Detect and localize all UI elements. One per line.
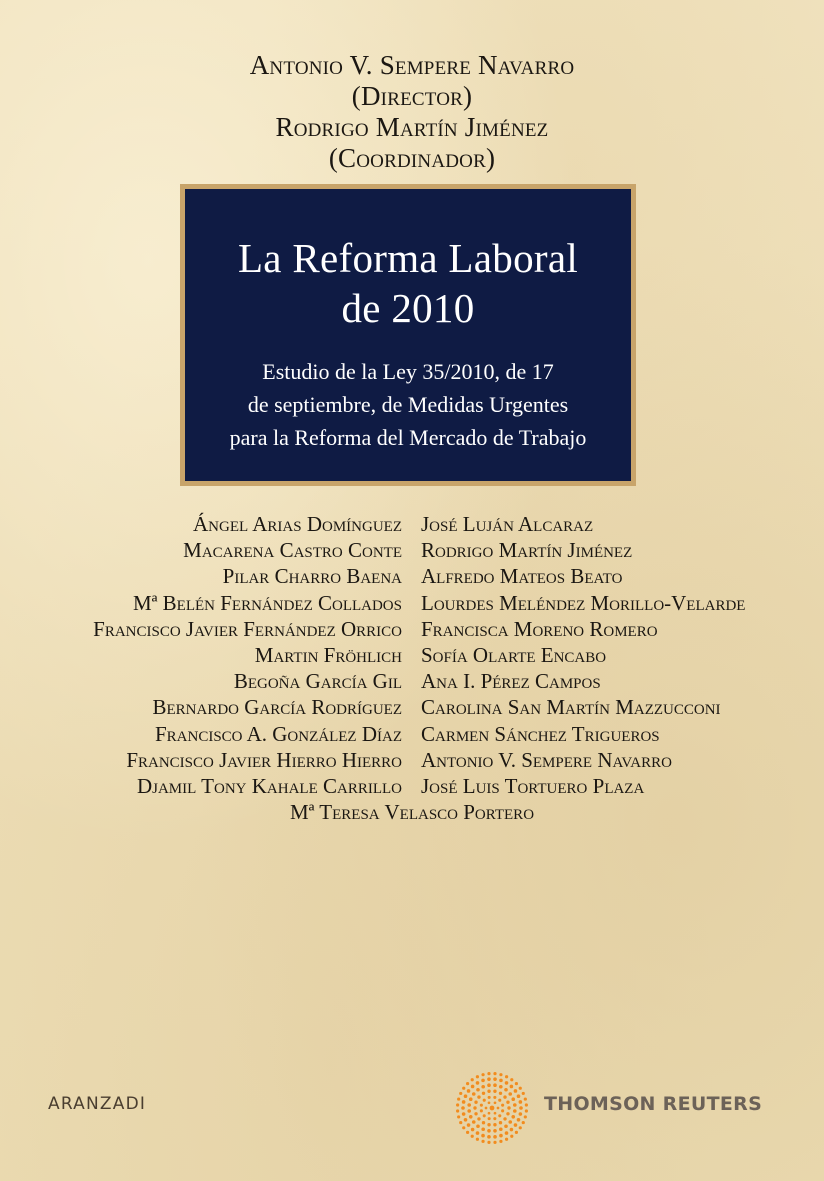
logo-dot bbox=[524, 1115, 527, 1118]
logo-dot bbox=[493, 1135, 497, 1139]
logo-dot bbox=[490, 1106, 495, 1111]
logo-dot bbox=[515, 1082, 518, 1085]
logo-dot bbox=[519, 1112, 523, 1116]
author-name: Francisca Moreno Romero bbox=[421, 616, 658, 641]
book-subtitle bbox=[185, 355, 631, 454]
logo-dot bbox=[488, 1112, 491, 1115]
logo-dot bbox=[493, 1141, 496, 1144]
logo-dot bbox=[493, 1077, 497, 1081]
logo-dot bbox=[493, 1083, 497, 1087]
logo-dot bbox=[477, 1095, 480, 1098]
logo-dot bbox=[506, 1100, 509, 1103]
logo-dot bbox=[510, 1135, 513, 1138]
logo-dot bbox=[462, 1126, 465, 1129]
author-name: Ángel Arias Domínguez bbox=[193, 512, 402, 536]
logo-dot bbox=[510, 1078, 513, 1081]
logo-dot bbox=[482, 1121, 485, 1124]
logo-dot bbox=[522, 1092, 525, 1095]
logo-dot bbox=[480, 1109, 483, 1112]
logo-dot bbox=[467, 1109, 471, 1113]
logo-dot bbox=[476, 1131, 480, 1135]
logo-dot bbox=[476, 1088, 480, 1092]
author-name: Macarena Castro Conte bbox=[183, 538, 402, 563]
coordinator-role: (Coordinador) bbox=[328, 143, 496, 173]
logo-dot bbox=[503, 1095, 506, 1098]
publisher-aranzadi: ARANZADI bbox=[48, 1094, 147, 1114]
logo-dot bbox=[519, 1087, 522, 1090]
logo-dot bbox=[511, 1097, 515, 1101]
logo-dot bbox=[498, 1114, 501, 1117]
logo-dot bbox=[480, 1104, 483, 1107]
logo-dot bbox=[467, 1089, 471, 1093]
logo-dot bbox=[482, 1092, 485, 1095]
logo-dot bbox=[483, 1114, 486, 1117]
logo-dot bbox=[499, 1092, 502, 1095]
logo-dot bbox=[519, 1126, 522, 1129]
publisher-thomson-reuters: THOMSON REUTERS bbox=[544, 1093, 763, 1115]
logo-dot bbox=[503, 1117, 506, 1120]
director-role: (Director) bbox=[351, 81, 473, 111]
logo-dot bbox=[510, 1085, 514, 1089]
logo-dot bbox=[493, 1123, 496, 1126]
logo-dot bbox=[481, 1134, 485, 1138]
logo-dot bbox=[471, 1135, 474, 1138]
logo-dot bbox=[513, 1103, 517, 1107]
logo-dot bbox=[473, 1106, 476, 1109]
logo-dot bbox=[476, 1081, 480, 1085]
logo-dot bbox=[481, 1073, 484, 1076]
logo-dot bbox=[493, 1129, 497, 1133]
author-name: Ana I. Pérez Campos bbox=[421, 669, 601, 694]
logo-dot bbox=[510, 1128, 514, 1132]
book-title-line-1: La Reforma Laboral bbox=[237, 235, 579, 281]
logo-dot bbox=[499, 1134, 503, 1138]
logo-dot bbox=[476, 1124, 480, 1128]
logo-dot bbox=[472, 1120, 476, 1124]
authors-left-column bbox=[0, 511, 402, 799]
author-name: Djamil Tony Kahale Carrillo bbox=[136, 774, 402, 799]
logo-dot bbox=[505, 1075, 508, 1078]
logo-dot bbox=[456, 1109, 459, 1112]
author-name: José Luján Alcaraz bbox=[421, 512, 594, 536]
logo-dot bbox=[462, 1087, 465, 1090]
logo-dot bbox=[485, 1107, 488, 1110]
logo-dot bbox=[499, 1085, 503, 1089]
author-name: Carmen Sánchez Trigueros bbox=[421, 721, 660, 746]
logo-dot bbox=[501, 1109, 504, 1112]
author-name: Martin Fröhlich bbox=[254, 643, 402, 668]
author-name: Lourdes Meléndez Morillo-Velarde bbox=[421, 590, 746, 615]
logo-dot bbox=[487, 1123, 490, 1126]
author-name: Alfredo Mateos Beato bbox=[421, 564, 623, 589]
logo-dot bbox=[493, 1096, 496, 1099]
logo-dot bbox=[457, 1097, 460, 1100]
logo-dot bbox=[476, 1075, 479, 1078]
logo-dot bbox=[462, 1100, 466, 1104]
logo-dot bbox=[483, 1099, 486, 1102]
author-name: Antonio V. Sempere Navarro bbox=[421, 747, 672, 772]
logo-dot bbox=[462, 1112, 466, 1116]
logo-dot bbox=[514, 1089, 518, 1093]
logo-dot bbox=[464, 1094, 468, 1098]
logo-dot bbox=[487, 1083, 491, 1087]
logo-dot bbox=[522, 1121, 525, 1124]
logo-dot bbox=[497, 1107, 500, 1110]
logo-dot bbox=[494, 1112, 497, 1115]
subtitle-line-1: Estudio de la Ley 35/2010, de 17 bbox=[262, 359, 554, 384]
logo-dot bbox=[506, 1112, 509, 1115]
logo-dot bbox=[474, 1112, 477, 1115]
logo-dot bbox=[499, 1073, 502, 1076]
logo-dot bbox=[481, 1079, 485, 1083]
logo-dot bbox=[464, 1118, 468, 1122]
logo-dot bbox=[517, 1094, 521, 1098]
author-name: Francisco Javier Hierro Hierro bbox=[126, 747, 402, 772]
author-name-last: Mª Teresa Velasco Portero bbox=[289, 800, 535, 824]
logo-dot bbox=[477, 1117, 480, 1120]
logo-dot bbox=[467, 1103, 471, 1107]
logo-dot bbox=[466, 1131, 469, 1134]
editors-header bbox=[0, 50, 824, 174]
logo-dot bbox=[504, 1088, 508, 1092]
logo-dot bbox=[488, 1096, 491, 1099]
title-panel bbox=[185, 189, 631, 481]
director-name: Antonio V. Sempere Navarro bbox=[249, 50, 575, 80]
logo-dot bbox=[488, 1101, 491, 1104]
logo-dot bbox=[472, 1092, 476, 1096]
logo-dot bbox=[487, 1135, 491, 1139]
author-name: Rodrigo Martín Jiménez bbox=[421, 538, 633, 563]
logo-dot bbox=[505, 1131, 509, 1135]
logo-dot bbox=[519, 1106, 523, 1110]
logo-dot bbox=[494, 1101, 497, 1104]
logo-dot bbox=[501, 1104, 504, 1107]
logo-dot bbox=[505, 1081, 509, 1085]
title-box bbox=[180, 184, 636, 486]
logo-dot bbox=[466, 1082, 469, 1085]
logo-dot bbox=[508, 1092, 512, 1096]
logo-dot bbox=[467, 1123, 471, 1127]
logo-dot bbox=[459, 1121, 462, 1124]
logo-dot bbox=[474, 1100, 477, 1103]
author-name: Francisco Javier Fernández Orrico bbox=[93, 616, 402, 641]
logo-dot bbox=[517, 1118, 521, 1122]
author-name: Carolina San Martín Mazzucconi bbox=[421, 695, 721, 720]
logo-dot bbox=[481, 1127, 485, 1131]
logo-dot bbox=[493, 1072, 496, 1075]
logo-dot bbox=[457, 1115, 460, 1118]
logo-dot bbox=[498, 1099, 501, 1102]
logo-dot bbox=[456, 1103, 459, 1106]
logo-dot bbox=[499, 1140, 502, 1143]
logo-dot bbox=[499, 1127, 503, 1131]
subtitle-line-2: de septiembre, de Medidas Urgentes bbox=[247, 392, 569, 417]
subtitle-line-3: para la Reforma del Mercado de Trabajo bbox=[229, 425, 587, 450]
author-name: Francisco A. González Díaz bbox=[154, 721, 402, 746]
logo-dot bbox=[487, 1072, 490, 1075]
logo-dot bbox=[505, 1138, 508, 1141]
logo-dot bbox=[487, 1129, 491, 1133]
logo-dot bbox=[508, 1120, 512, 1124]
author-name: Mª Belén Fernández Collados bbox=[132, 590, 402, 615]
logo-dot bbox=[459, 1092, 462, 1095]
logo-dot bbox=[476, 1138, 479, 1141]
logo-dot bbox=[515, 1131, 518, 1134]
logo-dot bbox=[525, 1109, 528, 1112]
authors-right-column bbox=[421, 511, 821, 799]
logo-dot bbox=[524, 1097, 527, 1100]
logo-dot bbox=[461, 1106, 465, 1110]
book-title-line-2: de 2010 bbox=[341, 285, 475, 331]
logo-dot bbox=[481, 1085, 485, 1089]
logo-dot bbox=[469, 1115, 473, 1119]
author-name: Sofía Olarte Encabo bbox=[421, 643, 607, 668]
logo-dot bbox=[511, 1115, 515, 1119]
logo-dot bbox=[504, 1124, 508, 1128]
logo-dot bbox=[471, 1128, 475, 1132]
author-name: Bernardo García Rodríguez bbox=[152, 695, 402, 720]
logo-dot bbox=[493, 1117, 496, 1120]
logo-dot bbox=[519, 1100, 523, 1104]
logo-dot bbox=[487, 1141, 490, 1144]
logo-dot bbox=[525, 1103, 528, 1106]
author-name: Begoña García Gil bbox=[233, 669, 402, 694]
logo-dot bbox=[499, 1079, 503, 1083]
logo-dot bbox=[493, 1090, 496, 1093]
logo-dot bbox=[488, 1117, 491, 1120]
author-name: José Luis Tortuero Plaza bbox=[421, 774, 645, 799]
logo-dot bbox=[469, 1097, 473, 1101]
logo-dot bbox=[481, 1140, 484, 1143]
logo-dot bbox=[471, 1085, 475, 1089]
author-name: Pilar Charro Baena bbox=[222, 564, 402, 589]
coordinator-name: Rodrigo Martín Jiménez bbox=[275, 112, 549, 142]
logo-dot bbox=[487, 1090, 490, 1093]
logo-dot bbox=[471, 1078, 474, 1081]
logo-dot bbox=[513, 1109, 517, 1113]
logo-dot bbox=[514, 1123, 518, 1127]
thomson-reuters-dot-logo-icon bbox=[455, 1071, 529, 1145]
logo-dot bbox=[507, 1106, 510, 1109]
logo-dot bbox=[499, 1121, 502, 1124]
logo-dot bbox=[487, 1077, 491, 1081]
